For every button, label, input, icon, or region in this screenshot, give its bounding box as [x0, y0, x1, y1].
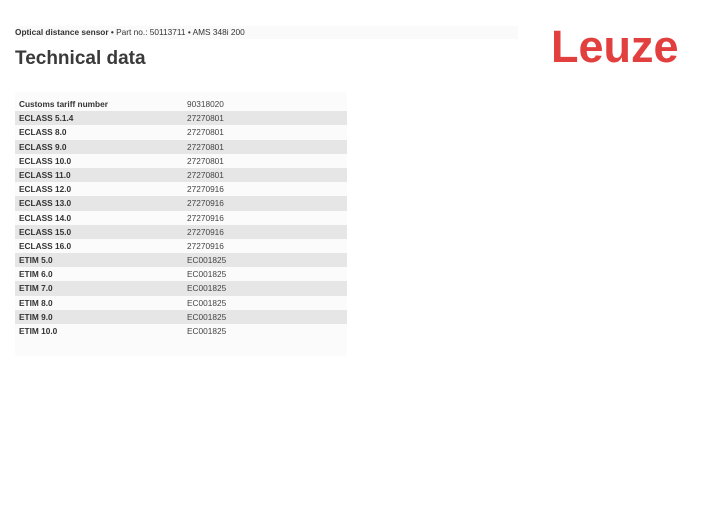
row-label: ECLASS 13.0: [19, 198, 72, 209]
table-row: [15, 154, 347, 168]
row-value: 27270916: [187, 198, 224, 209]
part-number: Part no.: 50113711: [116, 27, 186, 37]
row-value: 27270916: [187, 240, 224, 251]
table-rows: [15, 97, 347, 338]
table-row: [15, 267, 347, 281]
table-row: [15, 168, 347, 182]
row-label: ETIM 5.0: [19, 255, 53, 266]
page-title: Technical data: [15, 48, 146, 69]
row-label: ECLASS 8.0: [19, 127, 67, 138]
row-label: ECLASS 16.0: [19, 240, 72, 251]
row-label: ETIM 6.0: [19, 269, 53, 280]
row-label: ETIM 7.0: [19, 283, 53, 294]
row-value: EC001825: [187, 283, 227, 294]
table-row: [15, 296, 347, 310]
row-value: 27270801: [187, 169, 224, 180]
row-value: 27270801: [187, 113, 224, 124]
table-row: [15, 324, 347, 338]
technical-data-table: [15, 92, 347, 356]
table-row: [15, 239, 347, 253]
table-row: [15, 253, 347, 267]
leuze-logo: Leuze: [551, 21, 679, 72]
row-value: 27270916: [187, 184, 224, 195]
document-header: [15, 26, 518, 39]
table-row: [15, 125, 347, 139]
row-label: ECLASS 14.0: [19, 212, 72, 223]
row-value: 27270916: [187, 212, 224, 223]
row-label: Customs tariff number: [19, 99, 108, 109]
row-label: ECLASS 15.0: [19, 226, 72, 237]
table-row: [15, 111, 347, 125]
row-value: EC001825: [187, 269, 227, 280]
row-label: ETIM 9.0: [19, 311, 53, 322]
row-label: ECLASS 11.0: [19, 169, 71, 180]
table-row: [15, 211, 347, 225]
header-bullet: •: [187, 27, 191, 37]
row-label: ECLASS 9.0: [19, 141, 67, 152]
row-label: ETIM 8.0: [19, 297, 53, 308]
table-row: [15, 140, 347, 154]
row-value: 27270801: [187, 141, 224, 152]
row-label: ETIM 10.0: [19, 326, 58, 336]
row-value: 27270801: [187, 127, 224, 138]
table-row: [15, 97, 347, 111]
table-row: [15, 196, 347, 210]
row-value: EC001825: [187, 255, 227, 266]
table-row: [15, 310, 347, 324]
table-row: [15, 281, 347, 295]
table-row: [15, 225, 347, 239]
row-value: EC001825: [187, 297, 227, 308]
header-bullet: •: [110, 27, 114, 37]
row-label: ECLASS 5.1.4: [19, 113, 74, 124]
model-name: AMS 348i 200: [192, 27, 245, 37]
product-type: Optical distance sensor: [15, 27, 109, 37]
row-value: 27270801: [187, 155, 224, 166]
row-label: ECLASS 12.0: [19, 184, 72, 195]
table-row: [15, 182, 347, 196]
row-value: EC001825: [187, 326, 227, 336]
row-value: EC001825: [187, 311, 227, 322]
row-label: ECLASS 10.0: [19, 155, 72, 166]
row-value: 27270916: [187, 226, 224, 237]
row-value: 90318020: [187, 99, 224, 109]
